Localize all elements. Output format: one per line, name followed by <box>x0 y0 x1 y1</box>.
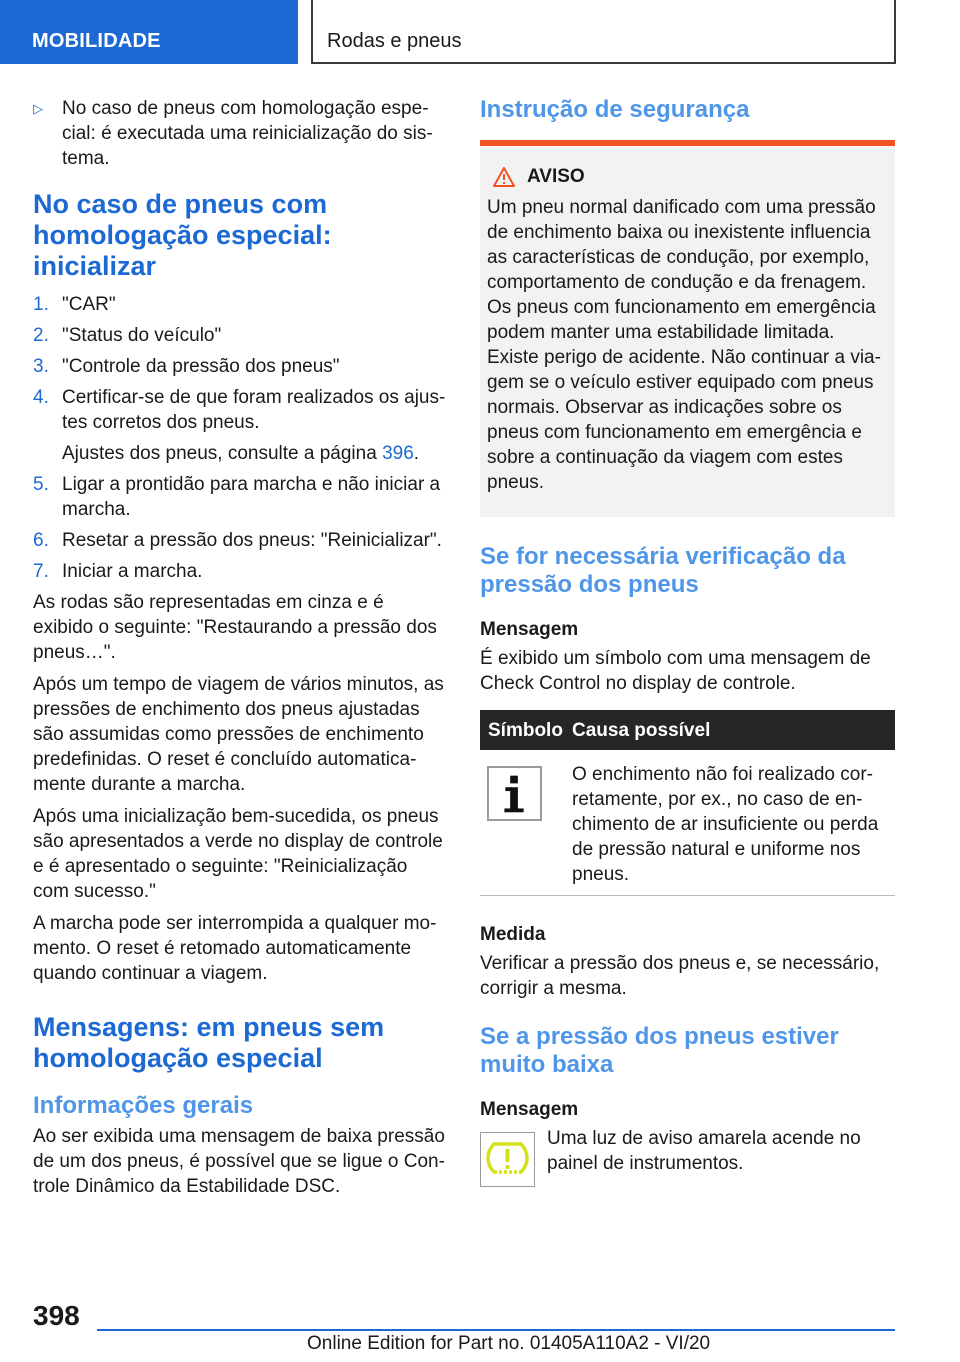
label-message: Mensagem <box>480 619 579 640</box>
step-number: 3. <box>33 356 49 377</box>
right-column <box>480 96 895 1187</box>
table-cell-cause: O enchimento não foi realizado corretamente, por ex., no caso de enchimento de ar insuficiente ou perda de pressão natural e uniforme nos pneus. <box>572 750 895 896</box>
paragraph: Uma luz de aviso amarela acende no painel de instrumentos. <box>547 1128 861 1174</box>
header-chapter-box <box>311 0 896 64</box>
paragraph: É exibido um símbolo com uma mensagem de Check Control no display de controle. <box>480 648 871 694</box>
heading-init: No caso de pneus com homologação especial: inicializar <box>33 189 332 281</box>
step-text: Resetar a pressão dos pneus: "Reinicializar". <box>62 530 442 551</box>
heading-low-pressure: Se a pressão dos pneus estiver muito baixa <box>480 1023 839 1078</box>
paragraph: Após um tempo de viagem de vários minutos, as pressões de enchimento dos pneus ajustadas são assumidas como pressões de enchimento predefinidas. O reset é concluído automaticamente durante a marcha. <box>33 674 444 795</box>
warning-box <box>480 146 895 517</box>
step-text: "Status do veículo" <box>62 325 222 346</box>
table-row <box>480 750 895 896</box>
label-message: Mensagem <box>480 1099 579 1120</box>
tire-pressure-warning-icon <box>480 1132 535 1187</box>
warning-text: Um pneu normal danificado com uma pressão de enchimento baixa ou inexistente influencia as características de condução, por exemplo, comportamento de condução e da frenagem. Os pneus com funcionamento em emergência podem manter uma estabilidade limitada. <box>487 197 876 343</box>
warning-title: AVISO <box>527 166 585 187</box>
paragraph: Após uma inicialização bem-sucedida, os pneus são apresentados a verde no display de controle e é apresentado o seguinte: "Reinicialização com sucesso." <box>33 806 443 902</box>
footer-edition: Online Edition for Part no. 01405A110A2 - VI/20 <box>307 1333 711 1354</box>
cross-reference-text: Ajustes dos pneus, consulte a página <box>62 443 383 464</box>
header-chapter-label: Rodas e pneus <box>327 30 462 52</box>
paragraph: Verificar a pressão dos pneus e, se necessário, corrigir a mesma. <box>480 953 880 999</box>
step-text: "CAR" <box>62 294 116 315</box>
paragraph: A marcha pode ser interrompida a qualquer momento. O reset é retomado automaticamente quando continuar a viagem. <box>33 913 437 984</box>
page-reference-link[interactable]: 396 <box>382 443 414 464</box>
paragraph: Ao ser exibida uma mensagem de baixa pressão de um dos pneus, é possível que se ligue o Controle Dinâmico da Estabilidade DSC. <box>33 1126 445 1197</box>
warning-title-row <box>487 164 887 189</box>
left-column <box>33 96 447 1206</box>
step-number: 4. <box>33 387 49 408</box>
heading-messages: Mensagens: em pneus sem homologação especial <box>33 1012 385 1073</box>
bullet-item <box>33 96 447 171</box>
page-number: 398 <box>33 1300 80 1331</box>
paragraph: As rodas são representadas em cinza e é exibido o seguinte: "Restaurando a pressão dos pneus…". <box>33 592 437 663</box>
heading-safety: Instrução de segurança <box>480 96 750 123</box>
subheading-general-info: Informações gerais <box>33 1092 254 1119</box>
step-item <box>33 385 447 466</box>
message-row <box>480 1126 895 1187</box>
step-item <box>33 323 447 348</box>
step-number: 7. <box>33 561 49 582</box>
steps-list <box>33 292 447 584</box>
step-text: "Controle da pressão dos pneus" <box>62 356 340 377</box>
step-item <box>33 292 447 317</box>
step-text: Certificar-se de que foram realizados os ajustes corretos dos pneus. <box>62 387 446 433</box>
label-measure: Medida <box>480 924 546 945</box>
footer-rule <box>97 1329 895 1331</box>
warning-text: Existe perigo de acidente. Não continuar a viagem se o veículo estiver equipado com pneus normais. Observar as indicações sobre os pneus com funcionamento em emergência e sobre a continuação da viagem com estes pneus. <box>487 347 881 493</box>
step-item <box>33 528 447 553</box>
bullet-text: No caso de pneus com homologação especial: é executada uma reinicialização do sistema. <box>62 98 433 169</box>
table-header-symbol: Símbolo <box>480 710 572 750</box>
step-number: 2. <box>33 325 49 346</box>
info-i-icon <box>487 766 542 821</box>
step-item <box>33 354 447 379</box>
header-section-label: MOBILIDADE <box>32 30 161 52</box>
symbol-table <box>480 710 895 896</box>
step-number: 1. <box>33 294 49 315</box>
table-cell-symbol <box>480 750 572 896</box>
step-text: Iniciar a marcha. <box>62 561 203 582</box>
cross-reference-suffix: . <box>413 443 420 464</box>
step-text: Ligar a prontidão para marcha e não iniciar a marcha. <box>62 474 441 520</box>
step-item <box>33 559 447 584</box>
step-cross-reference <box>62 441 447 466</box>
step-number: 5. <box>33 474 49 495</box>
bullet-triangle-icon: ▷ <box>33 101 43 116</box>
step-number: 6. <box>33 530 49 551</box>
warning-triangle-icon <box>493 167 515 187</box>
header-section-tab <box>0 0 298 64</box>
table-header-cause: Causa possível <box>572 710 895 750</box>
step-item <box>33 472 447 522</box>
table-header-row <box>480 710 895 750</box>
heading-check-pressure: Se for necessária verificação da pressão dos pneus <box>480 543 846 598</box>
